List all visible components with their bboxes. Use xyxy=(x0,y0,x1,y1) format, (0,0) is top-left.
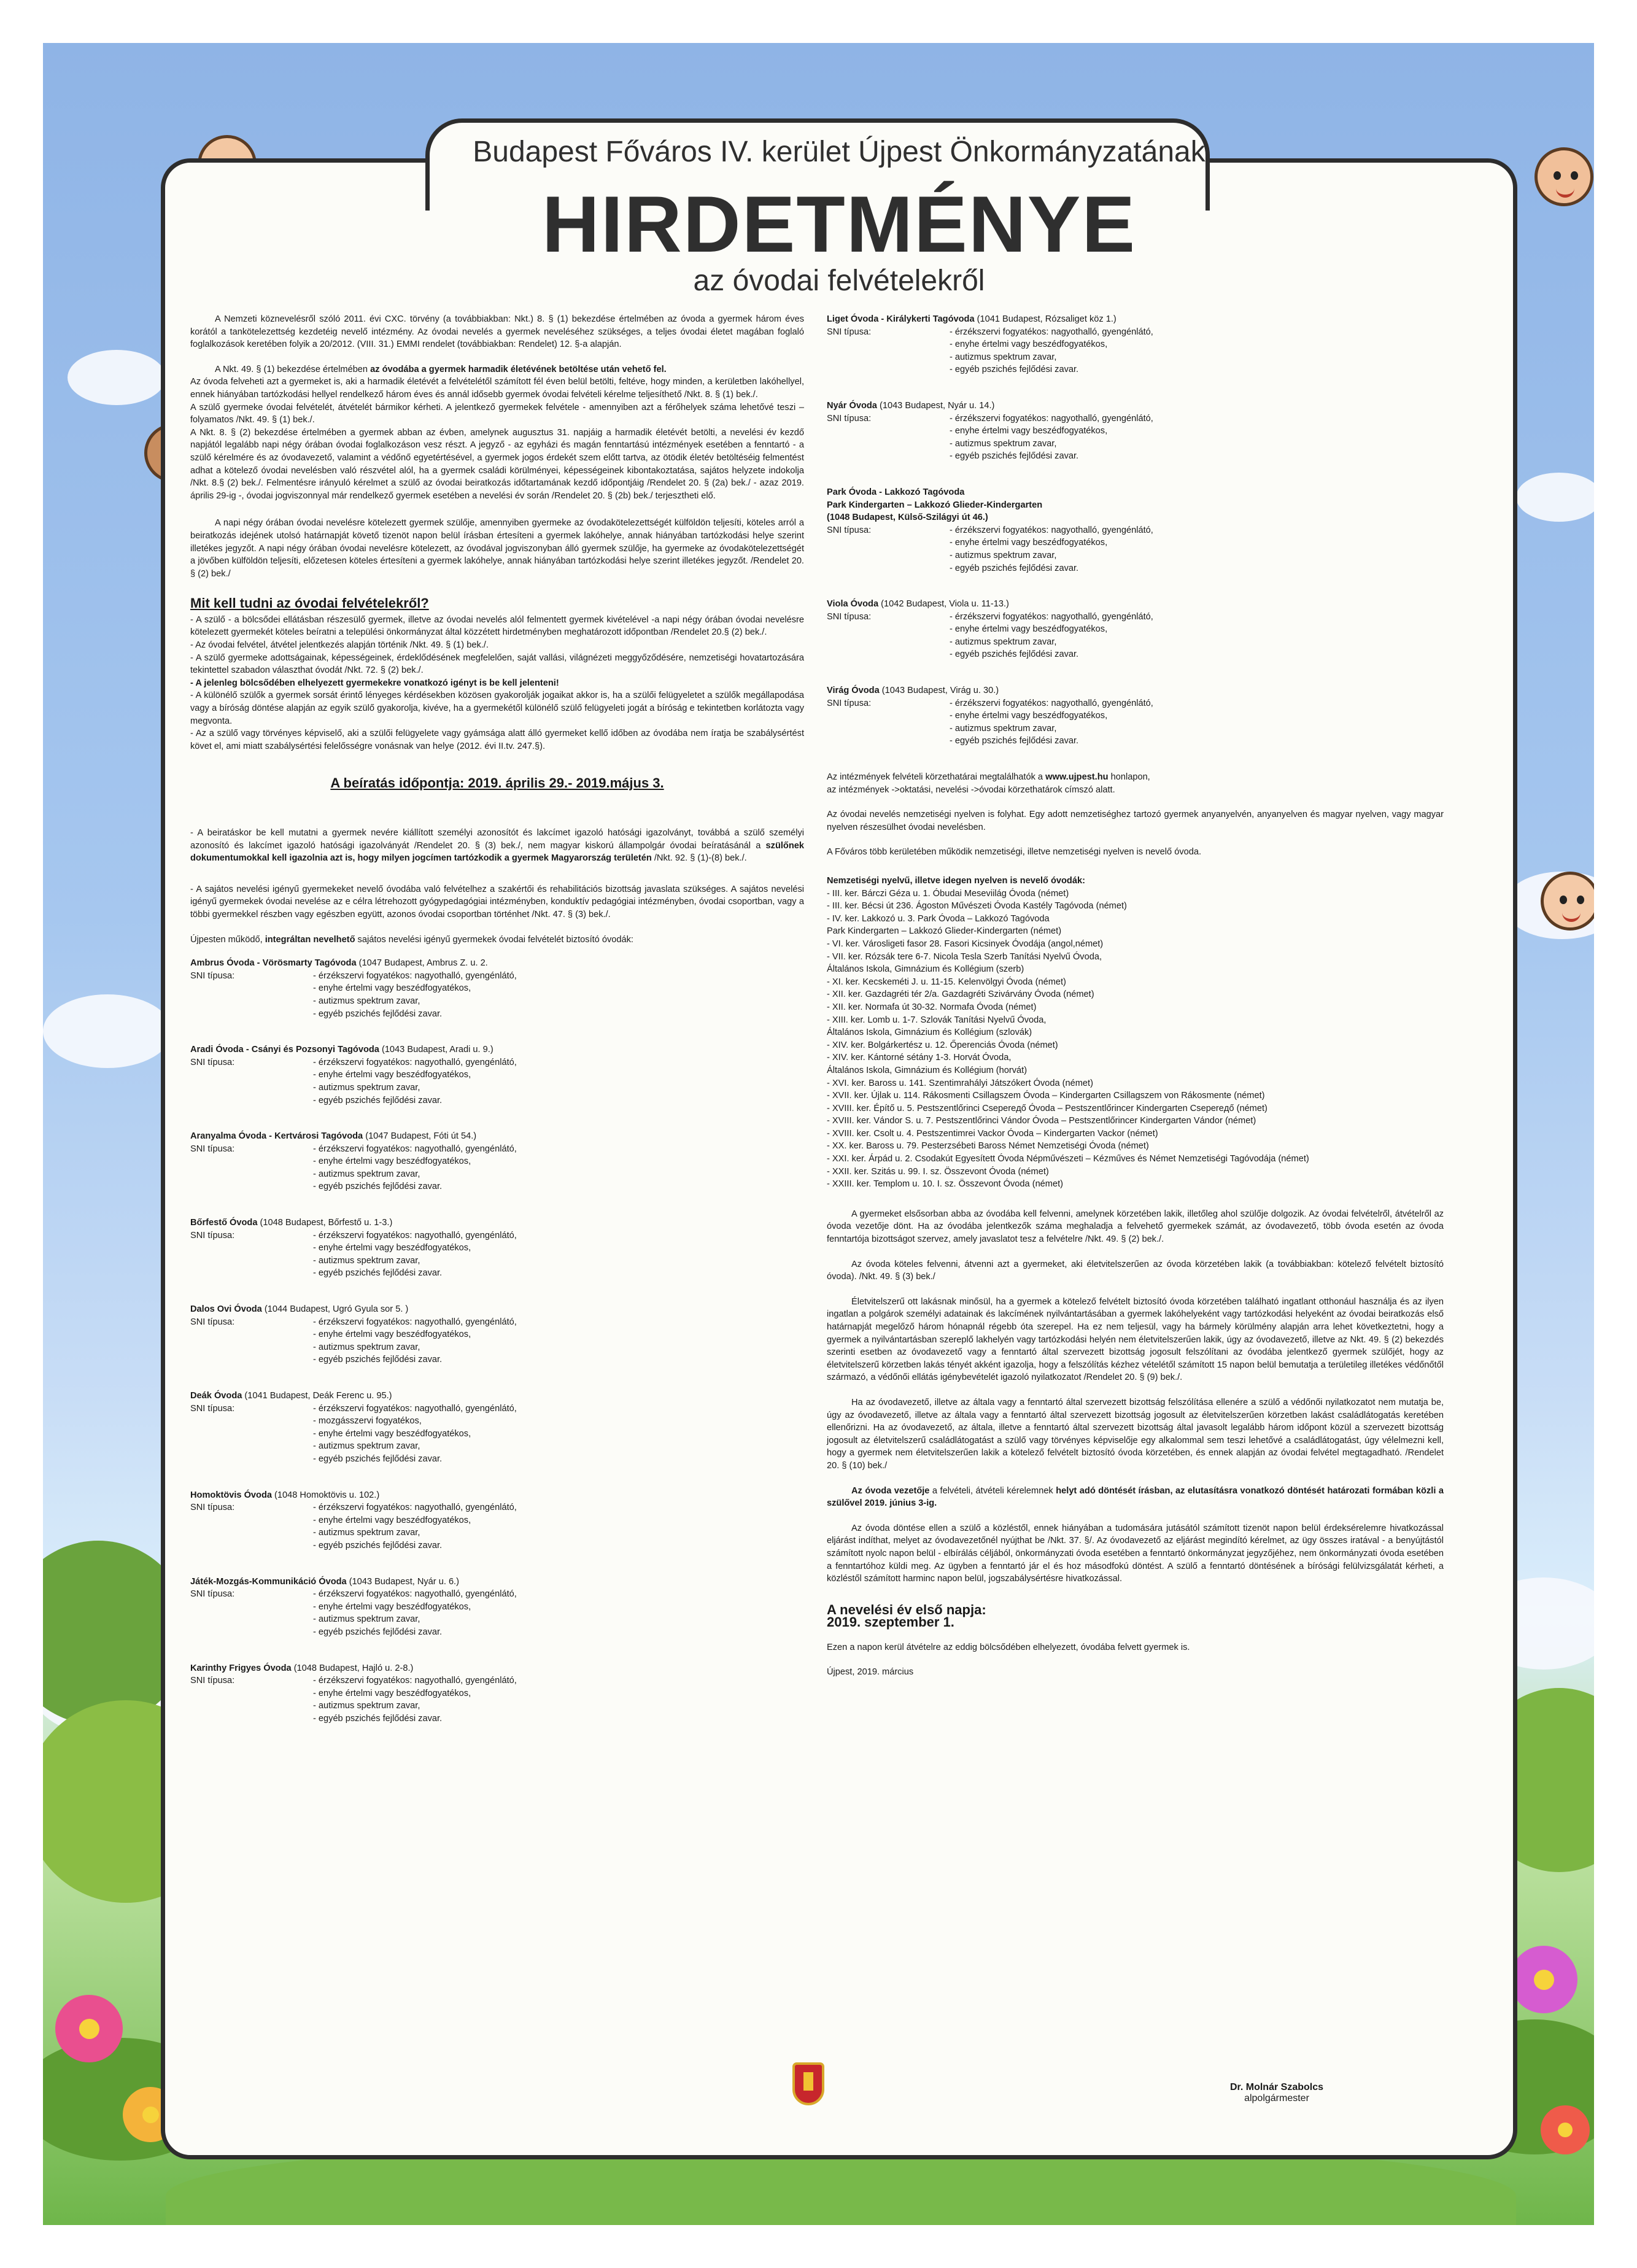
sni-type-item: - egyéb pszichés fejlődési zavar. xyxy=(313,1095,443,1105)
kindergarten-name: Deák Óvoda xyxy=(190,1391,242,1401)
child-face-illustration xyxy=(1534,147,1593,206)
sni-type-item: - enyhe értelmi vagy beszédfogyatékos, xyxy=(313,1688,471,1698)
kindergarten-address: (1044 Budapest, Ugró Gyula sor 5. ) xyxy=(261,1304,409,1315)
sni-type-item: - autizmus spektrum zavar, xyxy=(950,438,1057,449)
sni-type-item: - enyhe értelmi vagy beszédfogyatékos, xyxy=(950,426,1108,436)
nationality-paragraph: Az óvodai nevelés nemzetiségi nyelven is folyhat. Egy adott nemzetiséghez tartozó gyermek anyanyelvén, anyanyelven és magyar nyelven, vagy magyar nyelven részesülhet óvodai nevelésben. xyxy=(827,810,1444,832)
list-item: - XVI. ker. Baross u. 141. Szentimrahályi Játszókert Óvoda (német) xyxy=(827,1078,1093,1088)
flower xyxy=(1541,2105,1590,2154)
kindergarten-name: Karinthy Frigyes Óvoda xyxy=(190,1663,292,1673)
admission-paragraph-cont: A szülő gyermeke óvodai felvételét, átvételét bármikor kérheti. A jelentkező gyermekek felvétele - amennyiben azt a férőhelyek száma lehetővé teszi – folyamatos /Nkt. 49. § (1) bek./. xyxy=(190,402,804,425)
kindergarten-entry xyxy=(190,1303,804,1366)
kindergarten-address: (1048 Budapest, Külső-Szilágyi út 46.) xyxy=(827,513,988,523)
kindergarten-name-german: Park Kindergarten – Lakkozó Glieder-Kindergarten xyxy=(827,500,1043,510)
kindergarten-name: Bőrfestő Óvoda xyxy=(190,1218,258,1228)
kindergarten-address: (1043 Budapest, Nyár u. 14.) xyxy=(877,400,995,411)
child-face-illustration xyxy=(1541,872,1594,931)
sni-type-item: - enyhe értelmi vagy beszédfogyatékos, xyxy=(950,538,1108,548)
kindergarten-name: Virág Óvoda xyxy=(827,686,880,696)
list-item: - XXIII. ker. Templom u. 10. I. sz. Összevont Óvoda (német) xyxy=(827,1179,1063,1190)
sni-type-item: - érzékszervi fogyatékos: nagyothalló, gyengénlátó, xyxy=(950,327,1153,337)
sni-type-item: - egyéb pszichés fejlődési zavar. xyxy=(950,451,1079,462)
bullet-paragraph: - Az a szülő vagy törvényes képviselő, aki a szülői felügyelete vagy gyámsága alatt álló gyermeket kellő időben az óvodába nem íratja be szabálysértést követ el, ami miatt szabálysértési felelősségre vonásnak van helye (2012. évi II.tv. 247.§). xyxy=(190,729,804,751)
kindergarten-name: Liget Óvoda - Királykerti Tagóvoda xyxy=(827,314,975,324)
kindergarten-name: Nyár Óvoda xyxy=(827,400,877,411)
sni-type-label: SNI típusa: xyxy=(190,1317,235,1327)
cloud xyxy=(43,994,172,1068)
kindergarten-entry xyxy=(190,957,804,1020)
page-title: HIRDETMÉNYE xyxy=(541,179,1137,269)
sni-type-item: - egyéb pszichés fejlődési zavar. xyxy=(950,365,1079,375)
right-column xyxy=(827,313,1444,1691)
list-item: - XI. ker. Kecskeméti J. u. 11-15. Kelenvölgyi Óvoda (német) xyxy=(827,977,1066,987)
list-item: - VI. ker. Városligeti fasor 28. Fasori Kicsinyek Óvodája (angol,német) xyxy=(827,939,1104,949)
sni-type-label: SNI típusa: xyxy=(190,1144,235,1154)
sni-type-item: - mozgásszervi fogyatékos, xyxy=(313,1416,422,1426)
admission-paragraph: A Nkt. 49. § (1) bekezdése értelmében az óvodába a gyermek harmadik életévének betöltése után vehető fel. xyxy=(215,364,667,374)
list-item: - XX. ker. Baross u. 79. Pesterzsébeti Baross Német Nemzetiségi Óvoda (német) xyxy=(827,1141,1149,1151)
list-item: - VII. ker. Rózsák tere 6-7. Nicola Tesla Szerb Tanítási Nyelvű Óvoda, xyxy=(827,951,1102,962)
flower xyxy=(1510,1946,1577,2013)
sni-type-label: SNI típusa: xyxy=(190,970,235,981)
kindergarten-entry xyxy=(190,1662,804,1725)
kindergarten-entry xyxy=(827,400,1444,463)
kindergarten-address: (1043 Budapest, Virág u. 30.) xyxy=(879,686,999,696)
sni-type-item: - egyéb pszichés fejlődési zavar. xyxy=(313,1627,443,1637)
admission-paragraph-cont: Az óvoda felveheti azt a gyermeket is, aki a harmadik életévét a felvételétől számított fél éven belül betölti, feltéve, hogy minden, a kerületben lakóhellyel, ennek hiányában tartózkodási hellyel rendelkező három éves és annál idősebb gyermek óvodai felvételi kérelme teljesíthető /Nkt. 8. § (1) bek./. xyxy=(190,377,804,400)
list-item: Általános Iskola, Gimnázium és Kollégium (szerb) xyxy=(827,964,1024,975)
sni-type-item: - autizmus spektrum zavar, xyxy=(313,1441,420,1452)
list-item: Általános Iskola, Gimnázium és Kollégium (szlovák) xyxy=(827,1028,1032,1038)
list-item: - XIII. ker. Lomb u. 1-7. Szlovák Tanítási Nyelvű Óvoda, xyxy=(827,1015,1047,1025)
kindergarten-entry xyxy=(190,1489,804,1552)
admission-rule-paragraph: Az óvoda köteles felvenni, átvenni azt a gyermeket, aki életvitelszerűen az óvoda körzetében lakik (a továbbiakban: kötelező felvételt biztosító óvoda). /Nkt. 49. § (3) bek./ xyxy=(827,1259,1444,1282)
kindergarten-entry xyxy=(827,684,1444,748)
kindergarten-name: Dalos Ovi Óvoda xyxy=(190,1304,262,1315)
sni-type-item: - autizmus spektrum zavar, xyxy=(313,1255,420,1266)
sni-type-item: - egyéb pszichés fejlődési zavar. xyxy=(313,1453,443,1464)
list-item: Általános Iskola, Gimnázium és Kollégium (horvát) xyxy=(827,1065,1027,1075)
kindergarten-name: Homoktövis Óvoda xyxy=(190,1490,272,1500)
kindergarten-name: Aradi Óvoda - Csányi és Pozsonyi Tagóvoda xyxy=(190,1045,379,1055)
sni-type-item: - egyéb pszichés fejlődési zavar. xyxy=(950,649,1079,660)
website-link[interactable]: www.ujpest.hu xyxy=(1045,772,1109,783)
cloud xyxy=(68,350,166,405)
flower xyxy=(55,1995,123,2062)
sni-type-item: - enyhe értelmi vagy beszédfogyatékos, xyxy=(950,624,1108,635)
list-item: - IV. ker. Lakkozó u. 3. Park Óvoda – Lakkozó Tagóvoda xyxy=(827,913,1050,924)
signer-name: Dr. Molnár Szabolcs xyxy=(1229,2082,1324,2092)
list-item: - XII. ker. Gazdagréti tér 2/a. Gazdagréti Szivárvány Óvoda (német) xyxy=(827,989,1094,1000)
documents-paragraph: - A beiratáskor be kell mutatni a gyermek nevére kiállított személyi azonosítót és lakcímet igazoló hatósági igazolványt, továbbá a szülő személyi azonosító és lakcímet igazoló hatósági igazolványát /Rendelet 20. § (3) bek./, nem magyar kiskorú állampolgár óvodai beíratásánál a szülőnek dokumentumokkal kell igazolnia azt is, hogy milyen jogcímen tartózkodik a gyermek Magyarország területén /Nkt. 92. § (1)-(8) bek./. xyxy=(190,828,804,864)
sni-type-item: - érzékszervi fogyatékos: nagyothalló, gyengénlátó, xyxy=(313,1676,517,1686)
admission-rule-paragraph: A gyermeket elsősorban abba az óvodába kell felvenni, amelynek körzetében lakik, illetőleg ahol szülője dolgozik. Az óvodai felvételről, átvételről az óvoda vezetője dönt. Ha az óvodába jelentkezők száma meghaladja a felvehető gyermekek számát, az óvodavezető, több óvoda esetén az óvoda fenntartója bizottságot szervez, amely javaslatot tesz a felvételre /Nkt. 49. § (2) bek./. xyxy=(827,1209,1444,1245)
sni-type-label: SNI típusa: xyxy=(190,1589,235,1600)
sni-type-item: - enyhe értelmi vagy beszédfogyatékos, xyxy=(313,1329,471,1340)
sni-type-item: - autizmus spektrum zavar, xyxy=(313,1082,420,1093)
sni-type-item: - autizmus spektrum zavar, xyxy=(950,637,1057,647)
sni-type-item: - egyéb pszichés fejlődési zavar. xyxy=(313,1355,443,1365)
kindergarten-address: (1047 Budapest, Fóti út 54.) xyxy=(363,1131,477,1142)
nationality-kindergarten-list xyxy=(827,888,1444,1191)
sni-type-item: - érzékszervi fogyatékos: nagyothalló, gyengénlátó, xyxy=(313,1230,517,1240)
sni-type-item: - enyhe értelmi vagy beszédfogyatékos, xyxy=(313,1156,471,1167)
list-item: - XVIII. ker. Vándor S. u. 7. Pestszentlőrinci Vándor Óvoda – Pestszentlőrincer Kindergarten Vándor (német) xyxy=(827,1116,1256,1126)
sni-type-label: SNI típusa: xyxy=(827,413,872,424)
signer-title: alpolgármester xyxy=(1244,2093,1309,2104)
decision-paragraph: Az óvoda vezetője a felvételi, átvételi kérelemnek helyt adó döntését írásban, az elutasításra vonatkozó döntését határozati formában közli a szülővel 2019. június 3-ig. xyxy=(827,1485,1444,1509)
sni-type-item: - autizmus spektrum zavar, xyxy=(313,1701,420,1711)
sni-type-item: - egyéb pszichés fejlődési zavar. xyxy=(313,1540,443,1550)
sni-type-item: - érzékszervi fogyatékos: nagyothalló, gyengénlátó, xyxy=(313,1317,517,1327)
sni-type-item: - egyéb pszichés fejlődési zavar. xyxy=(950,563,1079,573)
kindergarten-name: Park Óvoda - Lakkozó Tagóvoda xyxy=(827,487,965,497)
sni-type-item: - enyhe értelmi vagy beszédfogyatékos, xyxy=(950,339,1108,350)
bullet-paragraph: - A jelenleg bölcsődében elhelyezett gyermekekre vonatkozó igényt is be kell jelenteni! xyxy=(190,678,559,688)
sni-type-item: - autizmus spektrum zavar, xyxy=(313,1169,420,1179)
kindergarten-address: (1041 Budapest, Rózsaliget köz 1.) xyxy=(974,314,1116,324)
sni-type-item: - érzékszervi fogyatékos: nagyothalló, gyengénlátó, xyxy=(313,1057,517,1067)
first-day-title: A nevelési év első napja: xyxy=(827,1601,986,1617)
sni-type-item: - autizmus spektrum zavar, xyxy=(950,723,1057,733)
kindergarten-entry xyxy=(190,1043,804,1107)
bullet-paragraph: - A különélő szülők a gyermek sorsát érintő lényeges kérdésekben közösen gyakorolják jogaikat akkor is, ha a szülői felügyeletet a szülők megállapodása vagy a bíróság döntése alapján az egyik szülő gyakorolja, kivéve, ha a gyermekétől különélő szülő felügyeleti jogát a bíróság e tekintetben korlátozta vagy megvonta. xyxy=(190,691,804,726)
kindergarten-address: (1048 Budapest, Hajló u. 2-8.) xyxy=(291,1663,414,1673)
kindergarten-address: (1048 Budapest, Bőrfestő u. 1-3.) xyxy=(257,1218,393,1228)
sni-type-item: - enyhe értelmi vagy beszédfogyatékos, xyxy=(313,1601,471,1612)
kindergarten-name: Aranyalma Óvoda - Kertvárosi Tagóvoda xyxy=(190,1131,363,1142)
sni-type-item: - enyhe értelmi vagy beszédfogyatékos, xyxy=(313,983,471,994)
kindergarten-name: Játék-Mozgás-Kommunikáció Óvoda xyxy=(190,1576,347,1587)
list-item: - XII. ker. Normafa út 30-32. Normafa Óvoda (német) xyxy=(827,1002,1037,1012)
sni-type-item: - autizmus spektrum zavar, xyxy=(313,1528,420,1538)
left-column xyxy=(190,313,804,1748)
place-date: Újpest, 2019. március xyxy=(827,1667,914,1678)
list-item: - XIV. ker. Kántorné sétány 1-3. Horvát Óvoda, xyxy=(827,1053,1012,1063)
sni-type-label: SNI típusa: xyxy=(827,698,872,708)
kindergarten-name: Ambrus Óvoda - Vörösmarty Tagóvoda xyxy=(190,958,357,969)
header-tagline: az óvodai felvételekről xyxy=(693,265,985,297)
sni-type-item: - érzékszervi fogyatékos: nagyothalló, gyengénlátó, xyxy=(313,1503,517,1513)
kindergarten-entry xyxy=(190,1217,804,1280)
first-day-note: Ezen a napon kerül átvételre az eddig bölcsődében elhelyezett, óvodába felvett gyermek is. xyxy=(827,1642,1190,1652)
list-item: - XVIII. ker. Csolt u. 4. Pestszentimrei Vackor Óvoda – Kindergarten Vackor (német) xyxy=(827,1128,1158,1139)
sni-type-item: - érzékszervi fogyatékos: nagyothalló, gyengénlátó, xyxy=(313,1589,517,1600)
sni-type-label: SNI típusa: xyxy=(190,1057,235,1067)
nationality-list-title: Nemzetiségi nyelvű, illetve idegen nyelven is nevelő óvodák: xyxy=(827,876,1085,886)
bullet-paragraph: - A szülő - a bölcsődei ellátásban részesülő gyermek, illetve az óvodai nevelés alól felmentett gyermek kivételével -a napi négy órában óvodai nevelésre kötelezett gyermekét köteles beíratni a települési önkormányzat által közzétett hirdetményben meghatározott időpontban /Rendelet 20.§ (2) bek./. xyxy=(190,614,804,638)
kindergarten-entry xyxy=(827,486,1444,575)
sni-paragraph: - A sajátos nevelési igényű gyermekeket nevelő óvodába való felvételhez a szakértői és rehabilitációs bizottság javaslata szükséges. A sajátos nevelési igényű gyermekek óvodai nevelése az e célra létrehozott gyógypedagógiai intézményben, konduktív pedagógiai intézményben, óvodai csoportban, vagy a többi gyermekkel részben vagy egészben együtt, azonos óvodai csoportban történhet /Nkt. 47. § (3) bek./. xyxy=(190,884,804,919)
coat-of-arms-icon xyxy=(792,2062,824,2105)
list-item: - XIV. ker. Bolgárkertész u. 12. Őperenciás Óvoda (német) xyxy=(827,1040,1058,1050)
sni-type-item: - enyhe értelmi vagy beszédfogyatékos, xyxy=(313,1243,471,1253)
nationality-paragraph-2: A Főváros több kerületében működik nemzetiségi, illetve nemzetiségi nyelven is nevelő óvoda. xyxy=(827,847,1202,857)
sni-type-label: SNI típusa: xyxy=(827,611,872,622)
sni-type-label: SNI típusa: xyxy=(827,525,872,535)
abroad-paragraph: A napi négy órában óvodai nevelésre kötelezett gyermek szülője, amennyiben gyermeke az óvodakötelezettségét külföldön teljesíti, köteles arról a beiratkozás idejének utolsó határnapját követő tizenöt napon belül írásban értesíteni a gyermek lakóhelye, annak hiányában tartózkodási helye szerint illetékes jegyzőt. A napi négy órában óvodai nevelésre kötelezett, az óvodával jogviszonyban álló gyermek szülője, ha gyermeke az óvodakötelezettségét a jövőben külföldön teljesíti, előzetesen köteles értesíteni a gyermek lakóhelye, annak hiányában tartózkodási helye szerint illetékes jegyzőt. /Rendelet 20. § (2) bek./ xyxy=(190,518,804,579)
kindergarten-address: (1048 Homoktövis u. 102.) xyxy=(272,1490,380,1500)
sni-type-item: - érzékszervi fogyatékos: nagyothalló, gyengénlátó, xyxy=(313,1403,517,1414)
kindergarten-list xyxy=(190,957,804,1725)
kindergarten-list xyxy=(827,313,1444,463)
intro-paragraph: A Nemzeti köznevelésről szóló 2011. évi CXC. törvény (a továbbiakban: Nkt.) 8. § (1) bekezdése értelmében az óvoda a gyermek három éves korától a tankötelezettség kezdetéig nevelő intézmény. Az óvodai nevelés a gyermek neveléséhez szükséges, a teljes óvodai életet magában foglaló foglalkozások keretében folyik a 20/2012. (VIII. 31.) EMMI rendelet (továbbiakban: Rendelet) 12. §-a alapján. xyxy=(190,314,804,350)
kindergarten-entry xyxy=(190,1130,804,1193)
sni-type-item: - egyéb pszichés fejlődési zavar. xyxy=(313,1008,443,1019)
kindergarten-name: Viola Óvoda xyxy=(827,599,879,610)
section-title: Mit kell tudni az óvodai felvételekről? xyxy=(190,595,429,611)
residence-check-paragraph: Ha az óvodavezető, illetve az általa vagy a fenntartó által szervezett bizottság felszólítása ellenére a szülő a védőnői nyilatkozatot nem mutatja be, úgy az óvodavezető, illetve az általa vagy a fenntartó által szervezett bizottság jogosult az életvitelszerűen körzetben lakást családlátogatás keretében ellenőrizni. Ha az óvodavezető, az általa, illetve a fenntartó által szervezett bizottság által javasolt legalább három időpont közül a szervezett bizottság jogosult az életvitelszerű családlátogatást a szülő vagy törvényes képviselője egy alkalommal sem teszi lehetővé a családlátogatást, úgy vélelmezni kell, hogy a gyermek nem életvitelszerűen lakik a kötelező felvételt biztosító óvoda körzetében, és ennek alapján az óvodai felvétel megtagadható. /Rendelet 20. § (10) bek./ xyxy=(827,1397,1444,1471)
enrollment-date-title: A beíratás időpontja: 2019. április 29.- 2019.május 3. xyxy=(330,775,664,791)
sni-type-item: - egyéb pszichés fejlődési zavar. xyxy=(313,1268,443,1279)
kindergarten-entry xyxy=(190,1390,804,1466)
sni-type-item: - enyhe értelmi vagy beszédfogyatékos, xyxy=(313,1515,471,1525)
header-subtitle: Budapest Főváros IV. kerület Újpest Önkormányzatának xyxy=(473,136,1205,168)
districts-note-cont: az intézmények ->oktatási, nevelési ->óvodai körzethatárok címszó alatt. xyxy=(827,784,1115,795)
sni-type-item: - érzékszervi fogyatékos: nagyothalló, gyengénlátó, xyxy=(950,413,1153,424)
sni-type-item: - érzékszervi fogyatékos: nagyothalló, gyengénlátó, xyxy=(313,1144,517,1154)
list-item: Park Kindergarten – Lakkozó Glieder-Kindergarten (német) xyxy=(827,926,1062,937)
sni-type-item: - egyéb pszichés fejlődési zavar. xyxy=(313,1182,443,1192)
list-item: - III. ker. Bárczi Géza u. 1. Óbudai Meseviilág Óvoda (német) xyxy=(827,888,1069,899)
sni-type-item: - enyhe értelmi vagy beszédfogyatékos, xyxy=(313,1428,471,1439)
sni-type-item: - autizmus spektrum zavar, xyxy=(313,1342,420,1352)
kindergarten-entry xyxy=(827,313,1444,376)
list-item: - XXI. ker. Árpád u. 2. Csodakút Egyesített Óvoda Népművészeti – Kézműves és Német Nemzetiségi Tagóvodája (német) xyxy=(827,1154,1309,1164)
sni-type-item: - enyhe értelmi vagy beszédfogyatékos, xyxy=(950,711,1108,721)
kindergarten-entry xyxy=(827,598,1444,661)
sni-type-item: - érzékszervi fogyatékos: nagyothalló, gyengénlátó, xyxy=(950,525,1153,535)
sni-type-item: - érzékszervi fogyatékos: nagyothalló, gyengénlátó, xyxy=(313,970,517,981)
sni-type-item: - egyéb pszichés fejlődési zavar. xyxy=(313,1713,443,1724)
districts-note: Az intézmények felvételi körzethatárai megtalálhatók a www.ujpest.hu honlapon, xyxy=(827,772,1150,783)
admission-paragraph-cont: A Nkt. 8. § (2) bekezdése értelmében a gyermek abban az évben, amelynek augusztus 31. napjáig a harmadik életévét betölti, a nevelési év kezdő napjától legalább napi négy órában óvodai foglalkozáson vesz részt. A jegyző - az egyházi és magán fenntartású intézmények esetében a fenntartó - a szülő kérelmére és az óvodavezető, valamint a védőnő egyetértésével, a gyermek jogos érdekét szem előtt tartva, az ötödik életév betöltéséig felmentést adhat a kötelező óvodai nevelésben való részvétel alól, ha a gyermek családi körülményei, képességeinek kibontakoztatása, sajátos helyzete indokolja /Nkt. 8.§ (2) bek./. Felmentésre irányuló kérelmet a szülő az óvodai beiratkozás időtartamának kezdő időpontjáig /Rendelet 20. § (2a) bek./ - azaz 2019. április 29-ig -, óvodai jogviszonnyal már rendelkező gyermek esetében a nevelési év során /Rendelet 20. § (2b) bek./ terjesztheti elő. xyxy=(190,427,804,501)
residence-paragraph: Életvitelszerű ott lakásnak minősül, ha a gyermek a kötelező felvételt biztosító óvoda körzetében található ingatlant otthonául használja és az ilyen ingatlan a polgárok személyi adatainak és lakcímének nyilvántartásában a gyermek lakóhelyeként vagy tartózkodási helyeként az óvodai beiratkozás első határnapját megelőző három hónapnál régebb óta szerepel. Ha ez nem teljesül, vagy ha bármely körülmény alapján arra lehet következtetni, hogy a gyermek a nyilvántartásban szereplő lakhelyén vagy tartózkodási helyén nem életvitelszerűen lakik, úgy az óvodavezető, illetve az Nkt. 49. § (2) bekezdés szerinti esetben az óvodavezető vagy a fenntartó által szervezett bizottság jogosult felszólítani az óvodába jelentkező gyermek szülőjét, hogy az életvitelszerű körzetben lakás tényét akként igazolja, hogy a felszólítás kézhez vételétől számított 15 napon belül bemutatja a területileg illetékes védőnőtől származó, a védőnői ellátás igénybevételét igazoló nyilatkozatot /Rendelet 20. § (9) bek./. xyxy=(827,1296,1444,1383)
bullet-paragraph: - Az óvodai felvétel, átvétel jelentkezés alapján történik /Nkt. 49. § (1) bek./. xyxy=(190,640,489,651)
sni-type-label: SNI típusa: xyxy=(190,1230,235,1240)
sni-type-item: - érzékszervi fogyatékos: nagyothalló, gyengénlátó, xyxy=(950,611,1153,622)
list-item: - XVIII. ker. Építő u. 5. Pestszentlőrinci Csepereдő Óvoda – Pestszentlőrincer Kindergarten Csepereдő (német) xyxy=(827,1103,1267,1113)
sni-list-intro: Újpesten működő, integráltan nevelhető sajátos nevelési igényű gyermekek óvodai felvételét biztosító óvodák: xyxy=(190,934,633,945)
kindergarten-address: (1043 Budapest, Aradi u. 9.) xyxy=(379,1045,493,1055)
bullet-paragraph: - A szülő gyermeke adottságainak, képességeinek, érdeklődésének megfelelően, saját vallási, világnézeti meggyőződésére, nemzetiségi hovatartozására tekintettel szabadon választhat óvodát /Nkt. 72. § (2) bek./. xyxy=(190,652,804,676)
first-day-date: 2019. szeptember 1. xyxy=(827,1614,954,1630)
list-item: - XVII. ker. Újlak u. 114. Rákosmenti Csillagszem Óvoda – Kindergarten Csillagszem von Rákosmente (német) xyxy=(827,1091,1265,1101)
kindergarten-list xyxy=(827,598,1444,748)
sni-type-item: - autizmus spektrum zavar, xyxy=(950,550,1057,560)
list-item: - XXII. ker. Szitás u. 99. I. sz. Összevont Óvoda (német) xyxy=(827,1166,1049,1177)
cloud xyxy=(1516,473,1594,522)
kindergarten-address: (1043 Budapest, Nyár u. 6.) xyxy=(346,1576,459,1587)
sni-type-label: SNI típusa: xyxy=(190,1403,235,1414)
kindergarten-entry xyxy=(190,1576,804,1639)
kindergarten-address: (1047 Budapest, Ambrus Z. u. 2. xyxy=(356,958,488,969)
signature-block xyxy=(1203,2082,1350,2104)
sni-type-item: - autizmus spektrum zavar, xyxy=(313,996,420,1006)
kindergarten-address: (1041 Budapest, Deák Ferenc u. 95.) xyxy=(242,1391,392,1401)
appeal-paragraph: Az óvoda döntése ellen a szülő a közléstől, ennek hiányában a tudomására jutásától számított tizenöt napon belül érdeksérelemre hivatkozással eljárást indíthat, melyet az óvodavezetőnél nyújthat be /Nkt. 37. §/. Az óvodavezető az eljárást megindító kérelmet, az ügy összes iratával - a benyújtástól számított nyolc napon belül - elbírálás céljából, önkormányzati óvoda esetében a fenntartó önkormányzat jegyzőjéhez, nem önkormányzati óvoda esetében a fenntartóhoz küldi meg. Az ügyben a fenntartó jár el és hoz másodfokú döntést. A szülő a fenntartó döntésének a bírósági felülvizsgálatát kérheti, a közléstől számított harminc napon belül, jogszabálysértésre hivatkozással. xyxy=(827,1523,1444,1584)
sni-type-label: SNI típusa: xyxy=(827,327,872,337)
sni-type-item: - autizmus spektrum zavar, xyxy=(950,352,1057,362)
sni-type-label: SNI típusa: xyxy=(190,1503,235,1513)
sni-type-item: - autizmus spektrum zavar, xyxy=(313,1614,420,1625)
sni-type-item: - érzékszervi fogyatékos: nagyothalló, gyengénlátó, xyxy=(950,698,1153,708)
sni-type-item: - enyhe értelmi vagy beszédfogyatékos, xyxy=(313,1070,471,1080)
kindergarten-address: (1042 Budapest, Viola u. 11-13.) xyxy=(878,599,1009,610)
list-item: - III. ker. Bécsi út 236. Ágoston Művészeti Óvoda Kastély Tagóvoda (német) xyxy=(827,901,1127,911)
sni-type-label: SNI típusa: xyxy=(190,1676,235,1686)
sni-type-item: - egyéb pszichés fejlődési zavar. xyxy=(950,736,1079,746)
